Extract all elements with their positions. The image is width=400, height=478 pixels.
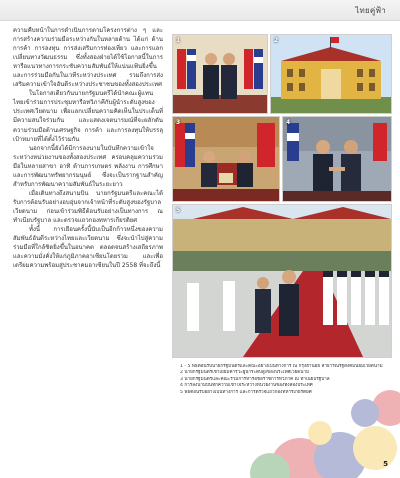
photo-1-image <box>173 35 267 113</box>
photo-number: 3 <box>176 119 181 126</box>
article-text-column <box>13 26 163 270</box>
caption-line: 5 พิธีต้อนรับอย่างเป็นทางการ และการตรวจแถวกองทหารเกียรติยศ <box>180 389 312 395</box>
photo-5-honor-guard <box>172 204 392 358</box>
photo-number: 4 <box>286 119 291 126</box>
caption-line: 4 การลงนามบันทึกความเข้าใจระหว่างหน่วยงานของทั้งสองประเทศ <box>180 383 313 389</box>
photo-4-image <box>283 117 391 201</box>
caption-line: 3 นายกรัฐมนตรีและคณะร่วมการหารือข้อราชการทวิภาคี ณ ทำเนียบรัฐบาล <box>180 376 330 382</box>
paragraph: ความคืบหน้าในการดำเนินการตามโครงการต่าง ๆ และการสร้างความร่วมมือระหว่างกันในหลายด้าน ได้แก่ ด้านการค้า การลงทุน การส่งเสริมการท่องเที่ยว และการแลกเปลี่ยนทางวัฒนธรรม ซึ่งทั้งสองฝ่ายได้ใช้โอกาสนี้ในการหารือแนวทางการกระชับความสัมพันธ์ให้แน่นแฟ้นยิ่งขึ้น และการร่วมมือกันในเวทีระหว่างประเทศ รวมถึงการส่งเสริมความเข้าใจอันดีระหว่างประชาชนของทั้งสองประเทศ <box>13 27 163 89</box>
photo-2-image <box>271 35 391 113</box>
paragraph: เมื่อเดินทางถึงสนามบิน นายกรัฐมนตรีและคณะได้รับการต้อนรับอย่างอบอุ่นจากเจ้าหน้าที่ระดับสูงของรัฐบาลเวียดนาม ก่อนเข้าร่วมพิธีต้อนรับอย่างเป็นทางการ ณ ทำเนียบรัฐบาล และตรวจแถวกองทหารเกียรติยศ <box>13 189 163 224</box>
photo-number: 2 <box>274 37 279 44</box>
caption-line: 1 - 5 พิธีต้อนรับนายกรัฐมนตรีและคณะอย่างเป็นทางการ ณ กรุงฮานอย สาธารณรัฐสังคมนิยมเวียดนาม <box>180 364 383 369</box>
photo-5-image <box>173 205 391 357</box>
photo-3-seated-talks <box>172 116 280 202</box>
decorative-flags-corner <box>180 368 400 478</box>
paragraph: นอกจากนี้ยังได้มีการลงนามในบันทึกความเข้าใจระหว่างหน่วยงานของทั้งสองประเทศ ครอบคลุมความร่วมมือในหลายสาขา อาทิ ด้านการเกษตร พลังงาน การศึกษา และการพัฒนาทรัพยากรมนุษย์ ซึ่งจะเป็นรากฐานสำคัญสำหรับการพัฒนาความสัมพันธ์ในระยะยาว <box>13 144 163 188</box>
photo-2-yellow-palace <box>270 34 392 114</box>
photo-number: 5 <box>176 207 181 214</box>
photo-1-leaders-with-flags <box>172 34 268 114</box>
photo-3-image <box>173 117 279 201</box>
paragraph: ทั้งนี้ การเยือนครั้งนี้นับเป็นอีกก้าวหนึ่งของความสัมพันธ์อันดีระหว่างไทยและเวียดนาม ซึ่งจะนำไปสู่ความร่วมมือที่ใกล้ชิดยิ่งขึ้นในอนาคต ตลอดจนสร้างเสถียรภาพและความมั่งคั่งให้แก่ภูมิภาคอาเซียนโดยรวม และเพื่อเตรียมความพร้อมสู่ประชาคมอาเซียนในปี 2558 ที่จะถึงนี้ <box>13 226 163 270</box>
flags-decoration <box>180 368 400 478</box>
header-title: ไทยคู่ฟ้า <box>355 6 386 15</box>
caption-line: 2 นายกรัฐมนตรีเข้าเยี่ยมคารวะผู้นำระดับสูงของประเทศเวียดนาม <box>180 370 310 376</box>
page-header <box>0 0 400 21</box>
page-number: 5 <box>383 460 388 468</box>
photo-4-signing-handshake <box>282 116 392 202</box>
photo-number: 1 <box>176 37 181 44</box>
paragraph: ในโอกาสเดียวกันนายกรัฐมนตรีได้นำคณะผู้แทนไทยเข้าร่วมการประชุมหารือทวิภาคีกับผู้นำระดับสูงของประเทศเวียดนาม เพื่อแลกเปลี่ยนความคิดเห็นในประเด็นที่มีความสนใจร่วมกัน และแสดงเจตนารมณ์ที่จะผลักดันความร่วมมือด้านเศรษฐกิจ การค้า และการลงทุนให้บรรลุเป้าหมายที่ได้ตั้งไว้ร่วมกัน <box>13 90 163 143</box>
